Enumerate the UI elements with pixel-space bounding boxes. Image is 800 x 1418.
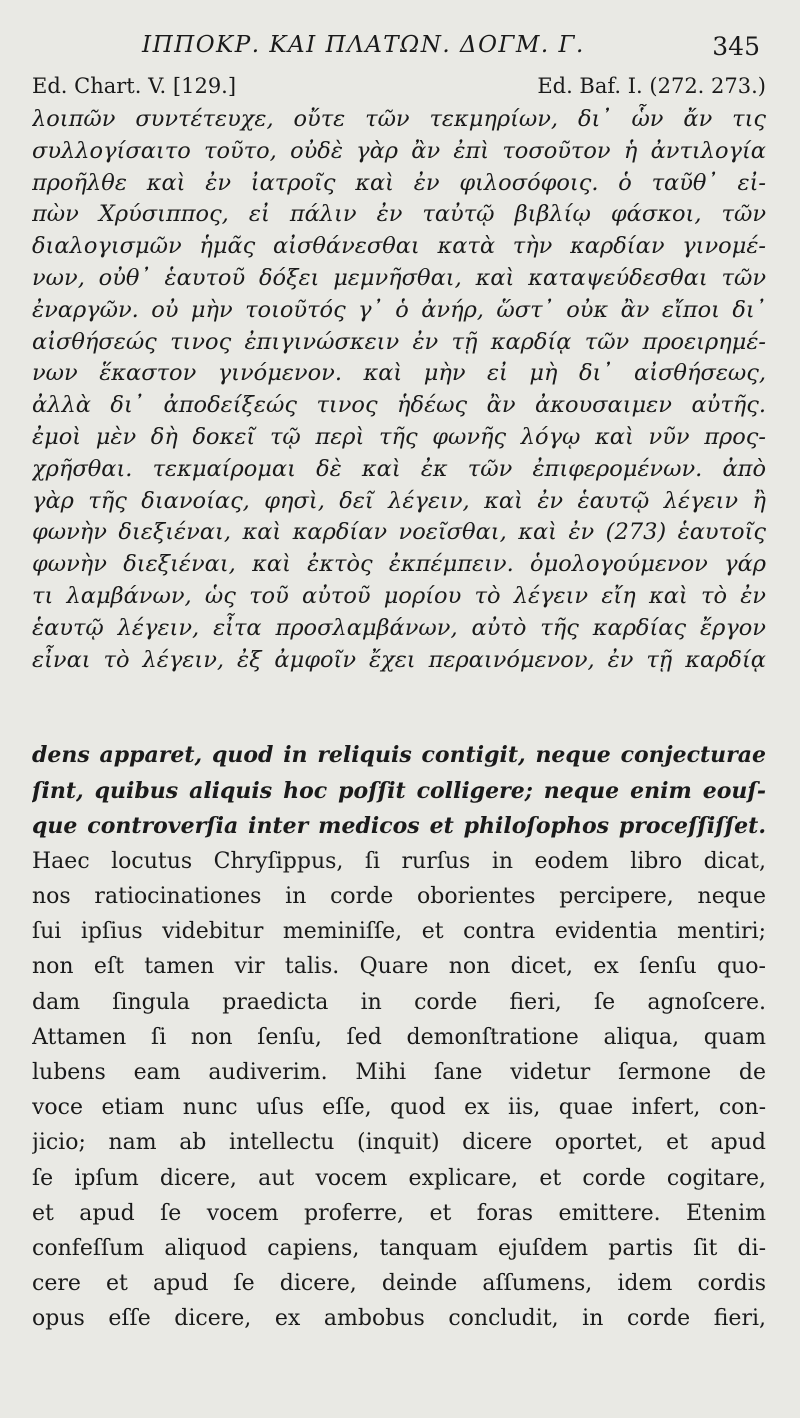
latin-line: Attamen ſi non ſenſu, ſed demonſtratione aliqua, quam <box>32 1024 766 1050</box>
latin-line: jicio; nam ab intellectu (inquit) dicere oportet, et apud <box>32 1130 766 1156</box>
latin-line: Haec locutus Chryſippus, ſi rurſus in eodem libro dicat, <box>32 848 766 874</box>
latin-line: et apud ſe vocem proferre, et foras emittere. Etenim <box>32 1200 766 1226</box>
greek-line: διαλογισμῶν ἡμᾶς αἰσθάνεσθαι κατὰ τὴν καρδίαν γινομέ- <box>32 233 766 260</box>
greek-line: ἐναργῶν. οὐ μὴν τοιοῦτός γ᾽ ὁ ἀνήρ, ὥστ᾽ οὐκ ἂν εἴποι δι᾽ <box>32 296 766 323</box>
latin-line: ſe ipſum dicere, aut vocem explicare, et corde cogitare, <box>32 1165 766 1191</box>
greek-line: νων ἕκαστον γινόμενον. καὶ μὴν εἰ μὴ δι᾽ αἰσθήσεως, <box>32 360 766 387</box>
greek-line: πὼν Χρύσιππος, εἰ πάλιν ἐν ταὐτῷ βιβλίῳ φάσκοι, τῶν <box>32 201 766 228</box>
greek-line: φωνὴν διεξιέναι, καὶ ἐκτὸς ἐκπέμπειν. ὁμολογούμενον γάρ <box>32 551 766 578</box>
latin-italic-line: ſint, quibus aliquis hoc poſſit colligere; neque enim eouſ- <box>32 777 766 804</box>
edition-basel-reference: Ed. Baf. I. (272. 273.) <box>537 74 766 98</box>
latin-line: nos ratiocinationes in corde oborientes percipere, neque <box>32 884 766 910</box>
latin-line: cere et apud ſe dicere, deinde aſſumens, idem cordis <box>32 1271 766 1297</box>
page-number: 345 <box>712 32 760 61</box>
greek-line: χρῆσθαι. τεκμαίρομαι δὲ καὶ ἐκ τῶν ἐπιφερομένων. ἀπὸ <box>32 455 766 482</box>
latin-line: lubens eam audiverim. Mihi ſane videtur ſermone de <box>32 1060 766 1086</box>
latin-line: ſui ipſius videbitur meminiſſe, et contra evidentia mentiri; <box>32 919 766 945</box>
section-gap <box>32 676 766 738</box>
greek-line: γὰρ τῆς διανοίας, φησὶ, δεῖ λέγειν, καὶ ἐν ἑαυτῷ λέγειν ἢ <box>32 487 766 514</box>
edition-reference-line <box>32 74 766 104</box>
greek-line: ἀλλὰ δι᾽ ἀποδείξεώς τινος ἡδέως ἂν ἀκουσαιμεν αὐτῆς. <box>32 392 766 419</box>
latin-line: voce etiam nunc uſus eſſe, quod ex iis, quae infert, con- <box>32 1095 766 1121</box>
greek-line: συλλογίσαιτο τοῦτο, οὐδὲ γὰρ ἂν ἐπὶ τοσοῦτον ἡ ἀντιλογία <box>32 137 766 164</box>
running-head <box>32 28 766 68</box>
greek-line: εἶναι τὸ λέγειν, ἐξ ἀμφοῖν ἔχει περαινόμενον, ἐν τῇ καρδίᾳ <box>32 646 766 673</box>
greek-line: ἑαυτῷ λέγειν, εἶτα προσλαμβάνων, αὐτὸ τῆς καρδίας ἔργον <box>32 614 766 641</box>
greek-line: λοιπῶν συντέτευχε, οὔτε τῶν τεκμηρίων, δι᾽ ὧν ἄν τις <box>32 106 766 132</box>
latin-roman-block <box>32 844 766 1337</box>
latin-line: dam ſingula praedicta in corde fieri, ſe agnoſcere. <box>32 989 766 1015</box>
greek-line: ἐμοὶ μὲν δὴ δοκεῖ τῷ περὶ τῆς φωνῆς λόγῳ καὶ νῦν προς- <box>32 423 766 450</box>
edition-chart-reference: Ed. Chart. V. [129.] <box>32 74 237 98</box>
running-title: ΙΠΠΟΚΡ. ΚΑΙ ΠΛΑΤΩΝ. ΔΟΓΜ. Γ. <box>142 32 585 58</box>
latin-italic-line: dens apparet, quod in reliquis contigit, neque conjecturae <box>32 742 766 769</box>
latin-line: confeſſum aliquod capiens, tanquam ejuſdem partis ſit di- <box>32 1235 766 1261</box>
latin-line: non eſt tamen vir talis. Quare non dicet, ex ſenſu quo- <box>32 954 766 980</box>
greek-line: αἰσθήσεώς τινος ἐπιγινώσκειν ἐν τῇ καρδίᾳ τῶν προειρημέ- <box>32 328 766 355</box>
latin-line: opus eſſe dicere, ex ambobus concludit, in corde fieri, <box>32 1306 766 1332</box>
greek-line: προῆλθε καὶ ἐν ἰατροῖς καὶ ἐν φιλοσόφοις. ὁ ταῦθ᾽ εἰ- <box>32 169 766 196</box>
greek-text-block <box>32 104 766 676</box>
greek-line: τι λαμβάνων, ὡς τοῦ αὐτοῦ μορίου τὸ λέγειν εἴη καὶ τὸ ἐν <box>32 582 766 609</box>
greek-line: φωνὴν διεξιέναι, καὶ καρδίαν νοεῖσθαι, καὶ ἐν (273) ἑαυτοῖς <box>32 519 766 546</box>
greek-line: νων, οὐθ᾽ ἑαυτοῦ δόξει μεμνῆσθαι, καὶ καταψεύδεσθαι τῶν <box>32 264 766 291</box>
latin-italic-line: que controverſia inter medicos et philoſophos proceſſiſſet. <box>32 812 766 839</box>
latin-italic-block <box>32 738 766 844</box>
